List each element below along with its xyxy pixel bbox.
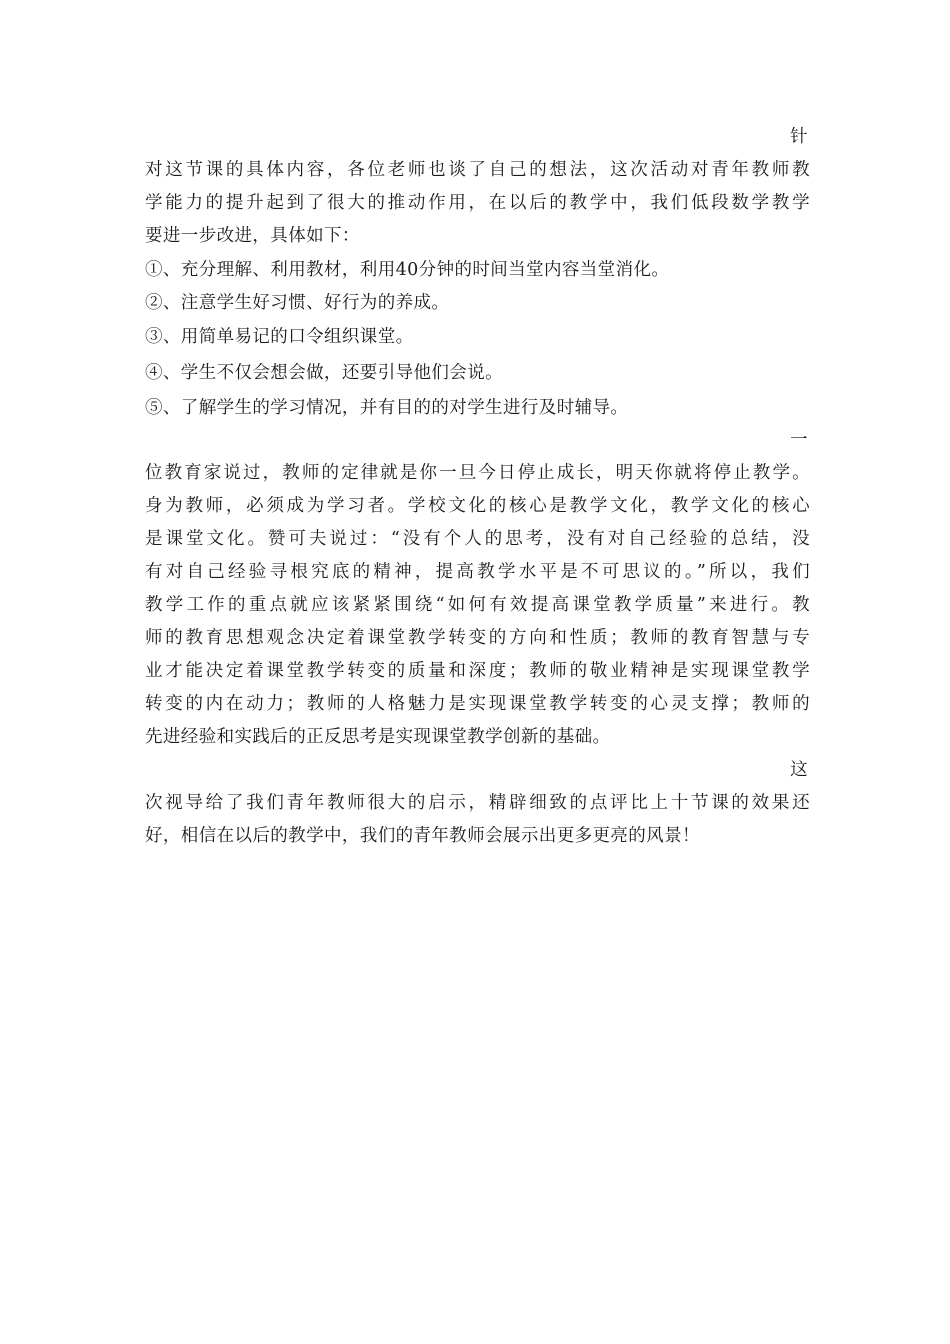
paragraph-line: 是课堂文化。赞可夫说过：“没有个人的思考，没有对自己经验的总结，没: [145, 529, 810, 549]
paragraph-line: 有对自己经验寻根究底的精神，提高教学水平是不可思议的。”所以，我们: [145, 562, 810, 582]
paragraph-line: 先进经验和实践后的正反思考是实现课堂教学创新的基础。: [145, 727, 611, 747]
list-item: ②、注意学生好习惯、好行为的养成。: [145, 293, 450, 313]
section2-lead-char: 一: [790, 430, 808, 450]
list-item: ④、学生不仅会想会做，还要引导他们会说。: [145, 363, 503, 383]
paragraph-line: 身为教师，必须成为学习者。学校文化的核心是教学文化，教学文化的核心: [145, 496, 810, 516]
paragraph-line: 对这节课的具体内容，各位老师也谈了自己的想法，这次活动对青年教师教: [145, 160, 810, 180]
paragraph-line: 次视导给了我们青年教师很大的启示，精辟细致的点评比上十节课的效果还: [145, 793, 810, 813]
paragraph-line: 教学工作的重点就应该紧紧围绕“如何有效提高课堂教学质量”来进行。教: [145, 595, 810, 615]
paragraph-line: 师的教育思想观念决定着课堂教学转变的方向和性质；教师的教育智慧与专: [145, 628, 810, 648]
section1-lead-char: 针: [790, 127, 808, 147]
list-item: ⑤、了解学生的学习情况，并有目的的对学生进行及时辅导。: [145, 398, 629, 418]
paragraph-line: 好，相信在以后的教学中，我们的青年教师会展示出更多更亮的风景！: [145, 826, 700, 846]
list-item: ③、用简单易记的口令组织课堂。: [145, 327, 414, 347]
paragraph-line: 学能力的提升起到了很大的推动作用，在以后的教学中，我们低段数学教学: [145, 193, 810, 213]
paragraph-line: 要进一步改进，具体如下：: [145, 226, 360, 246]
section3-lead-char: 这: [790, 760, 808, 780]
paragraph-line: 转变的内在动力；教师的人格魅力是实现课堂教学转变的心灵支撑；教师的: [145, 694, 810, 714]
list-item: ①、充分理解、利用教材，利用40分钟的时间当堂内容当堂消化。: [145, 260, 670, 280]
paragraph-line: 业才能决定着课堂教学转变的质量和深度；教师的敬业精神是实现课堂教学: [145, 661, 810, 681]
paragraph-line: 位教育家说过，教师的定律就是你一旦今日停止成长，明天你就将停止教学。: [145, 463, 810, 483]
